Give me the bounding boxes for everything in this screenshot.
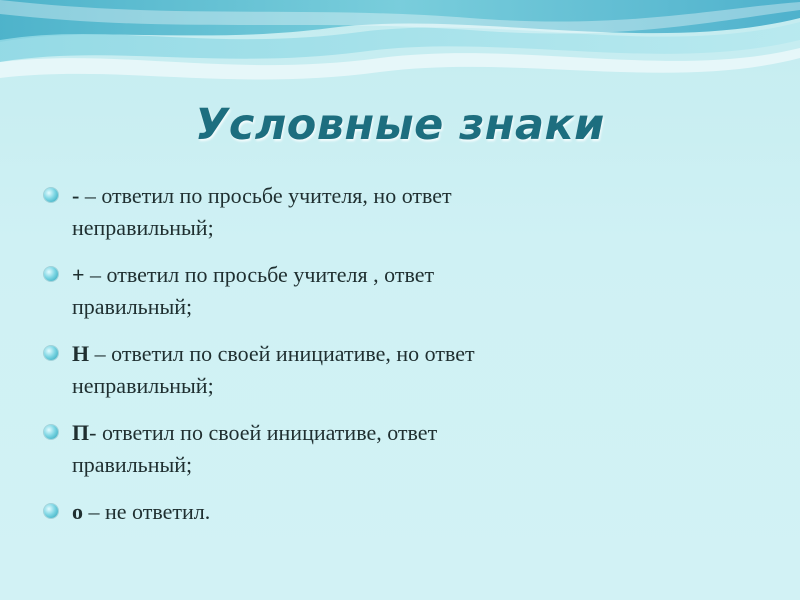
item-first-line: [72, 417, 644, 449]
item-symbol: -: [72, 183, 80, 208]
item-text: - ответил по своей инициативе, ответ: [89, 420, 438, 445]
item-text: – не ответил.: [83, 499, 211, 524]
item-second-line: неправильный;: [72, 215, 214, 240]
slide-title: Условные знаки: [195, 100, 605, 150]
item-symbol: Н: [72, 341, 90, 366]
circle-bullet-icon: [44, 267, 58, 281]
list-item: [44, 338, 644, 402]
circle-bullet-icon: [44, 346, 58, 360]
circle-bullet-icon: [44, 504, 58, 518]
item-first-line: [72, 338, 644, 370]
item-text: – ответил по своей инициативе, но ответ: [89, 341, 475, 366]
circle-bullet-icon: [44, 188, 58, 202]
item-second-line: правильный;: [72, 452, 193, 477]
item-first-line: [72, 180, 644, 212]
item-first-line: [72, 496, 644, 528]
list-item: [44, 259, 644, 323]
list-item: [44, 180, 644, 244]
item-second-line: правильный;: [72, 294, 193, 319]
item-text: – ответил по просьбе учителя , ответ: [84, 262, 435, 287]
item-symbol: о: [72, 499, 83, 524]
item-text: – ответил по просьбе учителя, но ответ: [79, 183, 452, 208]
circle-bullet-icon: [44, 425, 58, 439]
list-item: [44, 496, 644, 528]
wave-decoration: [0, 0, 800, 110]
legend-list: [44, 180, 644, 543]
list-item: [44, 417, 644, 481]
item-symbol: +: [72, 262, 85, 287]
item-first-line: [72, 259, 644, 291]
item-second-line: неправильный;: [72, 373, 214, 398]
item-symbol: П: [72, 420, 90, 445]
